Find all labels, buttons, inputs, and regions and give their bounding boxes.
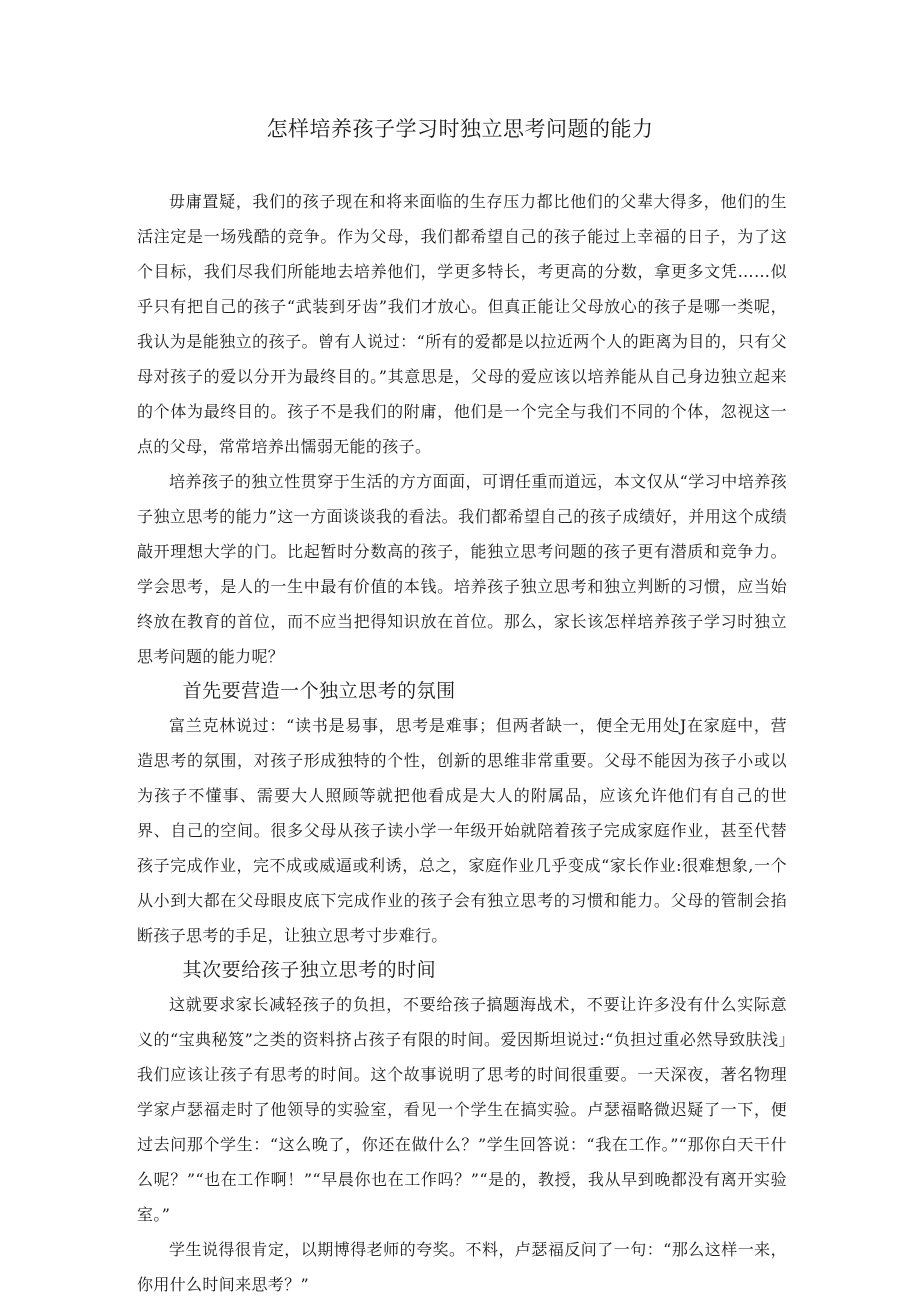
document-title: 怎样培养孩子学习时独立思考问题的能力	[266, 117, 654, 141]
section-heading-atmosphere: 首先要营造一个独立思考的氛围	[182, 680, 456, 702]
intro-paragraph-2: 培养孩子的独立性贯穿于生活的方方面面，可谓任重而道远，本文仅从“学习中培养孩子独立思考的能力”这一方面谈谈我的看法。我们都希望自己的孩子成绩好，并用这个成绩敲开理想大学的门。比起暂时分数高的孩子，能独立思考问题的孩子更有潜质和竞争力。学会思考，是人的一生中最有价值的本钱。培养孩子独立思考和独立判断的习惯，应当始终放在教育的首位，而不应当把得知识放在首位。那么，家长该怎样培养孩子学习时独立思考问题的能力呢？	[137, 472, 787, 666]
section-heading-time: 其次要给孩子独立思考的时间	[182, 959, 437, 981]
document-body	[137, 184, 787, 1302]
intro-paragraph-1: 毋庸置疑，我们的孩子现在和将来面临的生存压力都比他们的父辈大得多，他们的生活注定是一场残酷的竞争。作为父母，我们都希望自己的孩子能过上幸福的日子，为了这个目标，我们尽我们所能地去培养他们，学更多特长，考更高的分数，拿更多文凭……似乎只有把自己的孩子“武装到牙齿”我们才放心。但真正能让父母放心的孩子是哪一类呢，我认为是能独立的孩子。曾有人说过：“所有的爱都是以拉近两个人的距离为目的，只有父母对孩子的爱以分开为最终目的。”其意思是，父母的爱应该以培养能从自己身边独立起来的个体为最终目的。孩子不是我们的附庸，他们是一个完全与我们不同的个体，忽视这一点的父母，常常培养出懦弱无能的孩子。	[137, 192, 787, 456]
section2-paragraph-2: 学生说得很肯定，以期博得老师的夸奖。不料，卢瑟福反问了一句：“那么这样一来，你用什么时间来思考？”	[137, 1240, 787, 1294]
section1-paragraph-1: 富兰克林说过：“读书是易事，思考是难事；但两者缺一，便全无用处J在家庭中，营造思考的氛围，对孩子形成独特的个性，创新的思维非常重要。父母不能因为孩子小或以为孩子不懂事、需要大人照顾等就把他看成是大人的附属品，应该允许他们有自己的世界、自己的空间。很多父母从孩子读小学一年级开始就陪着孩子完成家庭作业，甚至代替孩子完成作业，完不成或威逼或利诱，总之，家庭作业几乎变成“家长作业:很难想象,一个从小到大都在父母眼皮底下完成作业的孩子会有独立思考的习惯和能力。父母的管制会掐断孩子思考的手足，让独立思考寸步难行。	[137, 716, 787, 945]
section2-paragraph-1: 这就要求家长减轻孩子的负担，不要给孩子搞题海战术，不要让许多没有什么实际意义的“宝典秘笈”之类的资料挤占孩子有限的时间。爱因斯坦说过:“负担过重必然导致肤浅」我们应该让孩子有思考的时间。这个故事说明了思考的时间很重要。一天深夜，著名物理学家卢瑟福走时了他领导的实验室，看见一个学生在搞实验。卢瑟福略微迟疑了一下，便过去问那个学生：“这么晚了，你还在做什么？”学生回答说：“我在工作。”“那你白天干什么呢？”“也在工作啊！”“早晨你也在工作吗？”“是的，教授，我从早到晚都没有离开实验室。”	[137, 995, 787, 1224]
